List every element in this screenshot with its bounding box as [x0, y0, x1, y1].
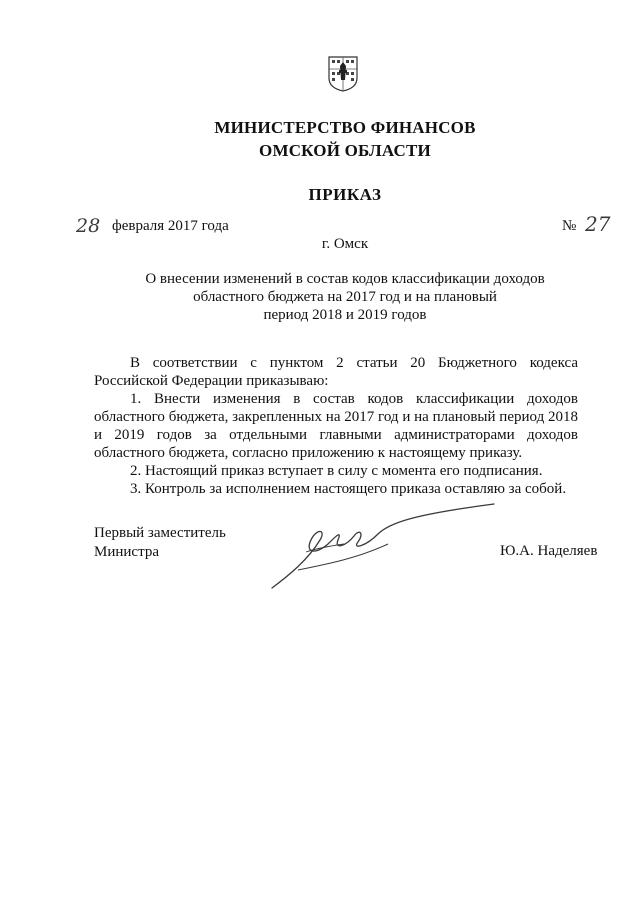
signer-position-line2: Министра	[94, 544, 159, 560]
body-paragraph-item-3: 3. Контроль за исполнением настоящего приказа оставляю за собой.	[130, 481, 567, 497]
order-body	[94, 354, 578, 498]
body-paragraph-preamble: В соответствии с пунктом 2 статьи 20 Бюджетного кодекса Российской Федерации приказываю:	[94, 355, 578, 389]
subject-line: областного бюджета на 2017 год и на плановый	[193, 289, 497, 305]
coat-of-arms-emblem	[328, 56, 358, 92]
order-subject	[140, 270, 550, 324]
body-paragraph-item-1: 1. Внести изменения в состав кодов классификации доходов областного бюджета, закрепленных на 2017 год и на плановый период 2018 и 2019 годов за отдельными главными администраторами доходов областного бюджета, согласно приложению к настоящему приказу.	[94, 391, 578, 461]
subject-line: О внесении изменений в состав кодов классификации доходов	[145, 271, 545, 287]
handwritten-signature	[268, 500, 498, 592]
signer-position	[94, 524, 226, 562]
subject-line: период 2018 и 2019 годов	[263, 307, 427, 323]
ministry-name-line1: МИНИСТЕРСТВО ФИНАНСОВ	[214, 118, 476, 137]
date-month-year: февраля 2017 года	[112, 218, 229, 234]
handwritten-number: 27	[585, 212, 611, 236]
signer-position-line1: Первый заместитель	[94, 525, 226, 541]
signer-name: Ю.А. Наделяев	[500, 543, 598, 559]
number-label: №	[562, 218, 577, 234]
city: г. Омск	[321, 236, 369, 252]
body-paragraph-item-2: 2. Настоящий приказ вступает в силу с момента его подписания.	[130, 463, 543, 479]
ministry-name-line2: ОМСКОЙ ОБЛАСТИ	[259, 141, 431, 160]
handwritten-day: 28	[76, 215, 101, 237]
ministry-name	[0, 116, 640, 162]
document-type-title: ПРИКАЗ	[308, 185, 382, 204]
